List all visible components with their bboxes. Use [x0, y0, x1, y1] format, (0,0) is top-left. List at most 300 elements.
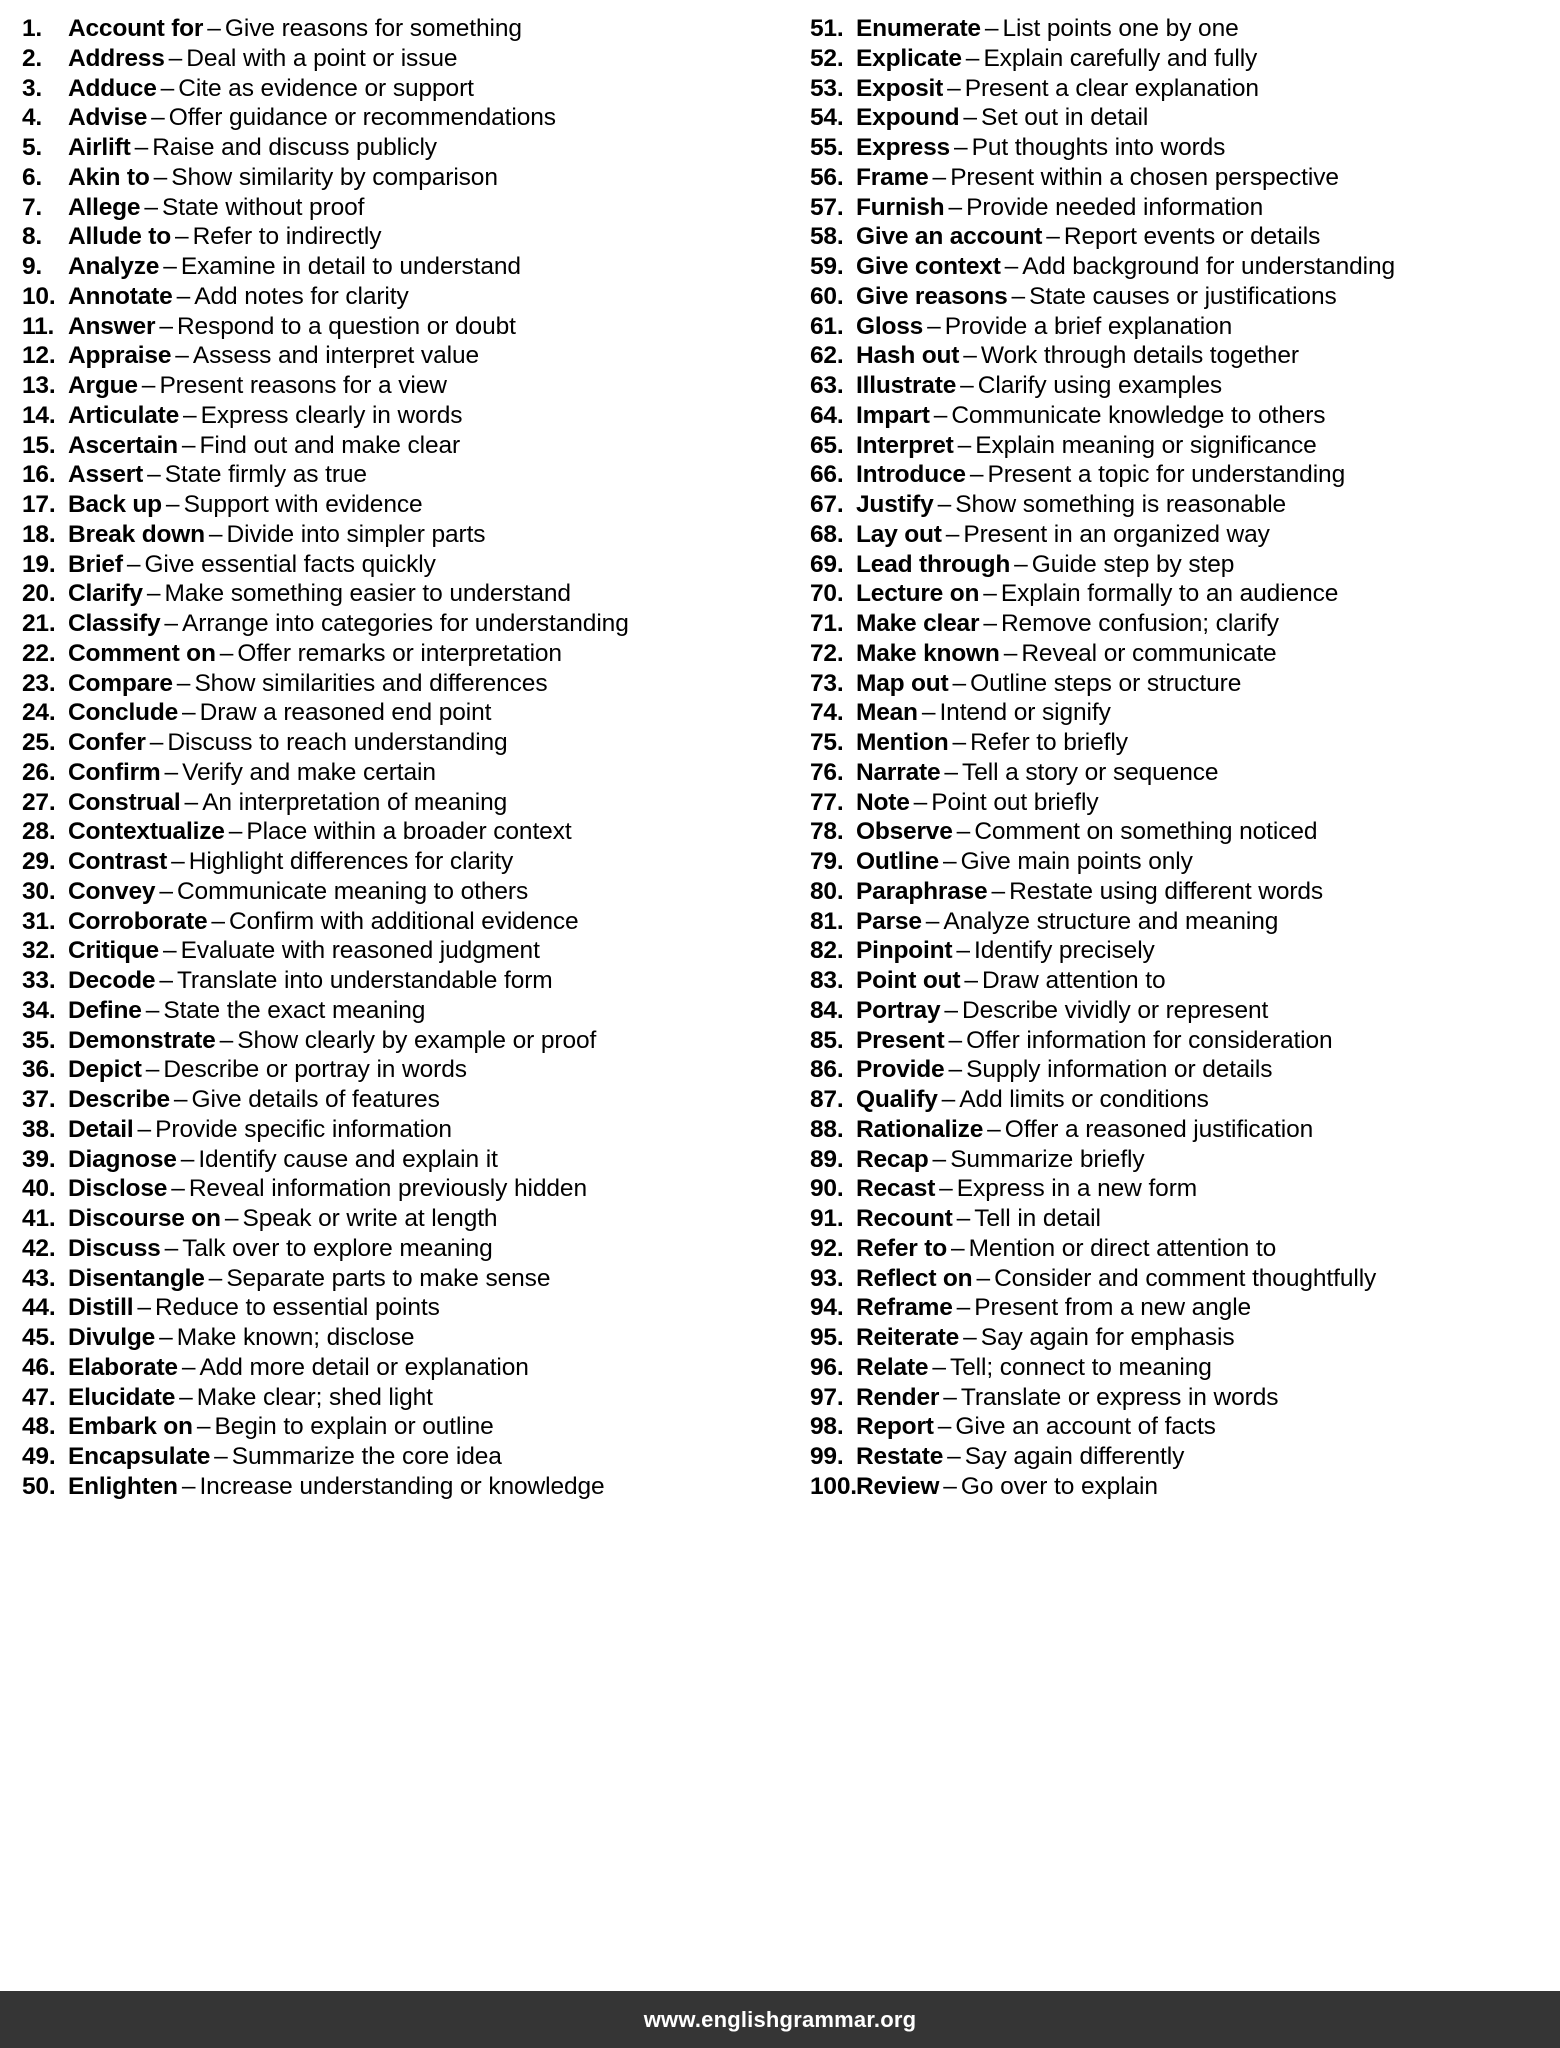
list-item-definition: Analyze structure and meaning — [943, 907, 1279, 935]
list-item-definition: Add limits or conditions — [959, 1086, 1209, 1113]
list-item-number: 58. — [810, 223, 844, 251]
list-item-separator: – — [165, 491, 180, 518]
vocabulary-column-left — [0, 14, 780, 1502]
list-item-separator: – — [171, 1175, 185, 1203]
list-item-term: Give reasons — [856, 282, 1008, 310]
list-item-definition: Say again for emphasis — [980, 1324, 1235, 1351]
list-item-term: Hash out — [856, 342, 960, 370]
list-item-definition: Provide a brief explanation — [944, 312, 1233, 340]
list-item-definition: Intend or signify — [939, 699, 1111, 727]
list-item-term: Define — [68, 996, 142, 1024]
list-item-term: Map out — [856, 669, 949, 697]
list-item-term: Critique — [68, 937, 159, 965]
list-item-separator: – — [937, 1413, 952, 1441]
list-item-term: Discourse on — [68, 1205, 221, 1232]
list-item-separator: – — [1046, 223, 1060, 251]
list-item-separator: – — [983, 580, 997, 608]
list-item-separator: – — [224, 1205, 239, 1232]
list-item-separator: – — [948, 1026, 963, 1054]
list-item-separator: – — [176, 282, 191, 310]
list-item — [22, 74, 780, 104]
list-item-term: Render — [856, 1383, 940, 1411]
list-item-term: Account for — [68, 15, 204, 42]
list-item — [810, 490, 1560, 520]
list-item-definition: Present from a new angle — [974, 1294, 1252, 1322]
list-item — [810, 817, 1560, 847]
list-item-definition: List points one by one — [1002, 15, 1239, 42]
list-item-number: 92. — [810, 1234, 844, 1262]
list-item-number: 83. — [810, 967, 844, 994]
list-item — [22, 639, 780, 669]
list-item-separator: – — [932, 1145, 947, 1173]
list-item — [810, 103, 1560, 133]
list-item-separator: – — [952, 729, 967, 756]
list-item-term: Analyze — [68, 253, 160, 280]
list-item-definition: Show clearly by example or proof — [237, 1026, 597, 1054]
list-item-term: Allude to — [68, 223, 171, 251]
list-item-number: 18. — [22, 520, 56, 548]
list-item-term: Contextualize — [68, 818, 225, 846]
list-item-definition: Express in a new form — [956, 1175, 1198, 1203]
list-item-term: Lecture on — [856, 580, 980, 608]
list-item-number: 24. — [22, 699, 56, 727]
list-item-term: Paraphrase — [856, 877, 988, 905]
list-item-number: 88. — [810, 1115, 844, 1143]
list-item-number: 35. — [22, 1026, 56, 1054]
list-item — [22, 550, 780, 580]
list-item-number: 3. — [22, 74, 43, 102]
list-item-term: Distill — [68, 1294, 134, 1322]
list-item — [22, 252, 780, 282]
list-item-term: Explicate — [856, 44, 962, 72]
list-item-number: 71. — [810, 610, 844, 637]
list-item-definition: Give main points only — [960, 848, 1193, 875]
list-item-separator: – — [159, 967, 173, 994]
list-item-separator: – — [921, 699, 936, 727]
list-item-definition: Translate or express in words — [960, 1383, 1279, 1411]
list-item-number: 44. — [22, 1294, 56, 1322]
list-item-separator: – — [176, 669, 191, 697]
list-item-term: Brief — [68, 550, 123, 578]
list-item-term: Furnish — [856, 193, 945, 221]
list-item-number: 4. — [22, 104, 43, 132]
list-item-term: Illustrate — [856, 372, 957, 399]
list-item-separator: – — [952, 669, 967, 697]
list-item-number: 72. — [810, 639, 844, 667]
list-item-separator: – — [913, 788, 928, 816]
list-item-definition: Begin to explain or outline — [214, 1413, 494, 1441]
list-item-definition: Add background for understanding — [1022, 253, 1396, 280]
list-item-separator: – — [137, 1115, 152, 1143]
list-item-separator: – — [211, 907, 226, 935]
list-item-term: Airlift — [68, 134, 131, 161]
list-item-term: Compare — [68, 669, 173, 697]
list-item-definition: Raise and discuss publicly — [152, 134, 437, 161]
list-item-definition: Refer to briefly — [970, 729, 1128, 756]
list-item — [22, 14, 780, 44]
list-item-separator: – — [147, 461, 161, 489]
list-item — [22, 1442, 780, 1472]
list-item — [810, 1234, 1560, 1264]
list-item-number: 10. — [22, 282, 56, 310]
list-item — [810, 1442, 1560, 1472]
list-item-definition: Tell; connect to meaning — [949, 1353, 1212, 1381]
list-item-definition: Clarify using examples — [977, 372, 1223, 399]
list-item-separator: – — [932, 1353, 946, 1381]
list-item-definition: Place within a broader context — [246, 818, 572, 846]
list-item-number: 15. — [22, 431, 56, 459]
list-item-definition: Offer information for consideration — [966, 1026, 1333, 1054]
list-item-definition: Comment on something noticed — [974, 818, 1318, 846]
list-item — [22, 1085, 780, 1115]
list-item-number: 89. — [810, 1145, 844, 1173]
list-item-term: Provide — [856, 1056, 945, 1084]
list-item-term: Construal — [68, 788, 181, 816]
list-item — [22, 1234, 780, 1264]
list-item-number: 99. — [810, 1443, 844, 1470]
list-item-definition: Discuss to reach understanding — [167, 729, 508, 756]
list-item-term: Outline — [856, 848, 939, 875]
list-item-definition: Cite as evidence or support — [178, 74, 474, 102]
list-item-term: Report — [856, 1413, 934, 1441]
list-item — [810, 1026, 1560, 1056]
list-item — [22, 728, 780, 758]
list-item-definition: Describe or portray in words — [163, 1056, 467, 1084]
list-item-definition: Describe vividly or represent — [962, 996, 1269, 1024]
list-item-term: Akin to — [68, 163, 150, 191]
list-item — [22, 936, 780, 966]
list-item-term: Divulge — [68, 1324, 156, 1351]
list-item-term: Assert — [68, 461, 144, 489]
list-item-term: Disclose — [68, 1175, 168, 1203]
list-item-number: 82. — [810, 937, 844, 965]
list-item — [810, 1383, 1560, 1413]
list-item-separator: – — [168, 44, 183, 72]
list-item-definition: Speak or write at length — [242, 1205, 498, 1232]
list-item-number: 80. — [810, 877, 844, 905]
list-item-number: 75. — [810, 729, 844, 756]
list-item-definition: Guide step by step — [1031, 550, 1235, 578]
list-item-number: 59. — [810, 253, 844, 280]
list-item-definition: State causes or justifications — [1029, 282, 1337, 310]
list-item-number: 96. — [810, 1353, 844, 1381]
list-item — [810, 1264, 1560, 1294]
list-item-number: 5. — [22, 134, 43, 161]
list-item-separator: – — [956, 1205, 971, 1232]
list-item-definition: State the exact meaning — [163, 996, 426, 1024]
list-item-separator: – — [144, 193, 158, 221]
list-item-definition: Tell in detail — [974, 1205, 1101, 1232]
list-item — [810, 282, 1560, 312]
list-item-term: Advise — [68, 104, 148, 132]
list-item-definition: Set out in detail — [981, 104, 1149, 132]
list-item-definition: Give details of features — [191, 1086, 440, 1113]
list-item-number: 73. — [810, 669, 844, 697]
list-item-definition: Offer remarks or interpretation — [237, 639, 562, 667]
list-item — [22, 44, 780, 74]
list-item — [22, 758, 780, 788]
list-item-number: 45. — [22, 1324, 56, 1351]
list-item-term: Break down — [68, 520, 205, 548]
list-item — [810, 252, 1560, 282]
list-item-separator: – — [159, 1324, 173, 1351]
list-item-separator: – — [960, 372, 974, 399]
list-item-definition: Communicate meaning to others — [176, 877, 529, 905]
list-item-definition: Make clear; shed light — [196, 1383, 433, 1411]
list-item-term: Reiterate — [856, 1324, 960, 1351]
list-item — [22, 698, 780, 728]
list-item-term: Pinpoint — [856, 937, 953, 965]
vocabulary-columns — [0, 14, 1560, 1502]
list-item-separator: – — [948, 193, 963, 221]
list-item-term: Describe — [68, 1086, 170, 1113]
list-item-term: Enumerate — [856, 15, 981, 42]
list-item-separator: – — [963, 1324, 977, 1351]
list-item-definition: Increase understanding or knowledge — [199, 1472, 605, 1500]
list-item-number: 11. — [22, 312, 55, 340]
list-item-separator: – — [939, 1175, 953, 1203]
list-item-definition: Explain formally to an audience — [1000, 580, 1339, 608]
list-item-term: Express — [856, 134, 950, 161]
list-item-term: Observe — [856, 818, 953, 846]
list-item — [810, 460, 1560, 490]
list-item-number: 55. — [810, 134, 844, 161]
list-item-number: 1. — [22, 15, 43, 42]
list-item-definition: Deal with a point or issue — [186, 44, 458, 72]
list-item-separator: – — [943, 1383, 957, 1411]
list-item-definition: Reduce to essential points — [154, 1294, 440, 1322]
list-item-definition: Present a topic for understanding — [987, 461, 1346, 489]
list-item-separator: – — [950, 1234, 965, 1262]
footer-website-url[interactable]: www.englishgrammar.org — [643, 2006, 917, 2032]
list-item-term: Ascertain — [68, 431, 178, 459]
list-item — [22, 193, 780, 223]
list-item-number: 62. — [810, 342, 844, 370]
list-item — [22, 490, 780, 520]
list-item — [810, 847, 1560, 877]
list-item-term: Review — [856, 1472, 940, 1500]
list-item-separator: – — [137, 1294, 151, 1322]
list-item-term: Gloss — [856, 312, 924, 340]
list-item — [22, 847, 780, 877]
list-item-definition: State firmly as true — [164, 461, 367, 489]
list-item-number: 17. — [22, 491, 56, 518]
list-item-number: 77. — [810, 788, 844, 816]
list-item — [810, 222, 1560, 252]
list-item-separator: – — [941, 1086, 956, 1113]
list-item-separator: – — [1014, 550, 1028, 578]
list-item-separator: – — [141, 372, 156, 399]
list-item-number: 66. — [810, 461, 844, 489]
list-item-number: 70. — [810, 580, 844, 608]
list-item-number: 61. — [810, 312, 844, 340]
list-item-number: 63. — [810, 372, 844, 399]
list-item-number: 37. — [22, 1086, 56, 1113]
list-item-number: 22. — [22, 639, 56, 667]
list-item-definition: Examine in detail to understand — [180, 253, 521, 280]
list-item-number: 43. — [22, 1264, 56, 1292]
list-item-definition: Show similarities and differences — [194, 669, 548, 697]
list-item — [22, 877, 780, 907]
list-item-number: 40. — [22, 1175, 56, 1203]
list-item — [22, 996, 780, 1026]
list-item — [810, 698, 1560, 728]
list-item-number: 42. — [22, 1234, 56, 1262]
list-item-separator: – — [963, 342, 977, 370]
list-item-term: Argue — [68, 372, 138, 399]
list-item-number: 46. — [22, 1353, 56, 1381]
list-item-separator: – — [146, 580, 161, 608]
list-item — [810, 44, 1560, 74]
list-item-definition: Talk over to explore meaning — [182, 1234, 493, 1262]
list-item-number: 29. — [22, 848, 56, 875]
list-item-definition: Express clearly in words — [200, 401, 463, 429]
list-item-number: 8. — [22, 223, 43, 251]
list-item-definition: Arrange into categories for understanding — [182, 610, 629, 637]
list-item — [22, 1412, 780, 1442]
list-item-number: 25. — [22, 729, 56, 756]
list-item-number: 14. — [22, 401, 56, 429]
list-item-term: Confer — [68, 729, 146, 756]
list-item-term: Make known — [856, 639, 1000, 667]
list-item — [810, 1115, 1560, 1145]
list-item-term: Exposit — [856, 74, 944, 102]
list-item-definition: Work through details together — [980, 342, 1299, 370]
list-item-definition: Highlight differences for clarity — [188, 848, 514, 875]
list-item-number: 84. — [810, 996, 844, 1024]
list-item-separator: – — [944, 758, 959, 786]
list-item-number: 85. — [810, 1026, 844, 1054]
list-item-definition: Mention or direct attention to — [968, 1234, 1277, 1262]
list-item-number: 87. — [810, 1086, 844, 1113]
list-item — [810, 520, 1560, 550]
list-item-term: Note — [856, 788, 910, 816]
list-item-term: Corroborate — [68, 907, 208, 935]
list-item — [810, 788, 1560, 818]
list-item-separator: – — [145, 996, 160, 1024]
list-item-separator: – — [175, 223, 189, 251]
list-item-number: 36. — [22, 1056, 56, 1084]
list-item-term: Adduce — [68, 74, 157, 102]
list-item-number: 16. — [22, 461, 56, 489]
list-item-number: 54. — [810, 104, 844, 132]
list-item — [810, 431, 1560, 461]
list-item-separator: – — [943, 1472, 957, 1500]
list-item-number: 19. — [22, 550, 56, 578]
list-item-term: Lay out — [856, 520, 942, 548]
list-item-definition: Give an account of facts — [955, 1413, 1216, 1441]
list-item — [810, 1472, 1560, 1502]
list-item-term: Make clear — [856, 610, 980, 637]
list-item-definition: Outline steps or structure — [970, 669, 1242, 697]
list-item — [22, 460, 780, 490]
list-item-term: Qualify — [856, 1086, 938, 1113]
list-item — [810, 550, 1560, 580]
list-item-term: Point out — [856, 967, 961, 994]
list-item-separator: – — [151, 104, 165, 132]
list-item — [22, 431, 780, 461]
list-item-separator: – — [219, 1026, 234, 1054]
list-item-term: Reframe — [856, 1294, 953, 1322]
list-item-definition: Show something is reasonable — [955, 491, 1287, 518]
list-item-number: 20. — [22, 580, 56, 608]
list-item — [810, 728, 1560, 758]
list-item-separator: – — [963, 104, 978, 132]
list-item-number: 65. — [810, 431, 844, 459]
list-item-definition: Explain meaning or significance — [975, 431, 1317, 459]
list-item-separator: – — [976, 1264, 991, 1292]
list-item-number: 13. — [22, 372, 56, 399]
list-item-number: 79. — [810, 848, 844, 875]
list-item-separator: – — [219, 639, 234, 667]
list-item-term: Decode — [68, 967, 156, 994]
list-item — [22, 1264, 780, 1294]
list-item-separator: – — [181, 431, 196, 459]
list-item — [22, 1472, 780, 1502]
list-item — [22, 788, 780, 818]
list-item-term: Narrate — [856, 758, 941, 786]
list-item-definition: An interpretation of meaning — [202, 788, 508, 816]
list-item-term: Classify — [68, 610, 161, 637]
list-item-number: 67. — [810, 491, 844, 518]
list-item-separator: – — [164, 758, 179, 786]
list-item — [22, 1293, 780, 1323]
list-item — [810, 1145, 1560, 1175]
list-item-number: 50. — [22, 1472, 56, 1500]
list-item-separator: – — [145, 1056, 160, 1084]
list-item — [810, 639, 1560, 669]
list-item-definition: Present in an organized way — [963, 520, 1270, 548]
list-item-definition: Explain carefully and fully — [983, 44, 1258, 72]
list-item-term: Demonstrate — [68, 1026, 216, 1054]
list-item-definition: Communicate knowledge to others — [951, 401, 1326, 429]
list-item-number: 28. — [22, 818, 56, 846]
list-item-term: Annotate — [68, 282, 173, 310]
list-item-separator: – — [969, 461, 984, 489]
list-item-separator: – — [956, 1294, 971, 1322]
list-item-number: 100. — [810, 1472, 857, 1500]
list-item-number: 98. — [810, 1413, 844, 1441]
list-item-definition: Translate into understandable form — [176, 967, 553, 994]
list-item-definition: Point out briefly — [931, 788, 1099, 816]
list-item-number: 32. — [22, 937, 56, 965]
list-item-term: Embark on — [68, 1413, 193, 1441]
list-item-number: 31. — [22, 907, 56, 935]
list-item-definition: Offer guidance or recommendations — [168, 104, 556, 132]
list-item-separator: – — [173, 1086, 188, 1113]
list-item-number: 60. — [810, 282, 844, 310]
list-item-separator: – — [196, 1413, 211, 1441]
list-item-term: Depict — [68, 1056, 142, 1084]
list-item-separator: – — [944, 996, 959, 1024]
list-item-number: 12. — [22, 342, 56, 370]
list-item — [22, 341, 780, 371]
list-item-separator: – — [945, 520, 960, 548]
list-item-number: 81. — [810, 907, 844, 935]
list-item-definition: Find out and make clear — [199, 431, 461, 459]
list-item-separator: – — [208, 1264, 223, 1292]
list-item — [22, 609, 780, 639]
list-item-term: Refer to — [856, 1234, 947, 1262]
list-item-term: Rationalize — [856, 1115, 984, 1143]
list-item — [22, 401, 780, 431]
list-item-definition: Add more detail or explanation — [199, 1353, 529, 1381]
list-item-term: Appraise — [68, 342, 172, 370]
list-item — [810, 1085, 1560, 1115]
list-item-separator: – — [933, 401, 948, 429]
list-item — [810, 936, 1560, 966]
list-item-number: 6. — [22, 163, 43, 191]
